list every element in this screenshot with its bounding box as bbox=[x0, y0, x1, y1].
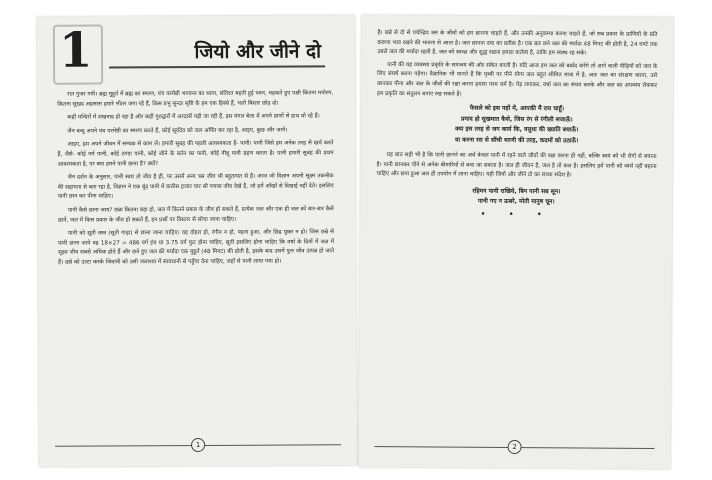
ornament-dots: • • • bbox=[480, 209, 553, 221]
chapter-number: 1 bbox=[58, 22, 93, 79]
closing-verse bbox=[360, 186, 672, 209]
page-number: 2 bbox=[508, 440, 522, 454]
verse-line: रहिमन पानी राखिये, बिन पानी सब सून। bbox=[472, 187, 561, 196]
verse-line: पानी गए न ऊबरे, मोती मानुष चून। bbox=[477, 198, 555, 206]
verse-line: क्या इस तरह से जग कार्य कि, वसुधा की ख्याति बचाऊँ। bbox=[455, 125, 579, 134]
paragraph: पानी कैसे छाना जाय? छन्ना कितना बड़ा हो, जल में कितने प्रकार के जीव हो सकते हैं, प्रत्येक जल और एक ही जल को बार-बार कैसे छानें, जल में किस प्रकार के जीव हो सकते हैं, इन प्रश्नों पर विस्तार से सोचा जाना चाहिए। bbox=[57, 206, 334, 224]
paragraph: यह बात सही भी है कि पानी छानने का अर्थ केवल पानी में रहने वाले जीवों की रक्षा करना ही नहीं, बल्कि स्वयं को भी रोगों से बचाना है। पानी छानकर पीने से अनेक बीमारियों से बचा जा सकता है। जल ही जीवन है, जल है तो कल है। इसलिए हमें पानी को व्यर्थ नहीं बहाना चाहिए और छना हुआ जल ही उपयोग में लाना चाहिए। यही जियो और जीने दो का सच्चा संदेश है। bbox=[376, 152, 657, 179]
paragraph: आइए, हम अपने जीवन में सम्यक से काम लें। हमारी सुबह की पहली आवश्यकता है- पानी। पानी जिसे हम अनेक तरह से खर्च करते हैं, जैसे- कोई नर्म पानी, कोई ठण्डा पानी, कोई जीने के बर्तन का पानी, कोई नीबू पानी ग्रहण करता है। पानी हमारी सुबह की प्रथम आवश्यकता है, पर क्या हमने पानी छाना है? क्यों? bbox=[57, 140, 334, 168]
verse-line: या करना रस से सींची धरणी की तरह, कदमों को उठाऊँ। bbox=[455, 136, 579, 145]
paragraph: पानी को सूती वस्त्र (सूती गाढ़ा) से छाना जाना चाहिए। वह दोहरा हो, रंगीन न हो, पहना हुआ, और छिद्र युक्त न हो। जिस छन्ने से पानी छाना जाये वह 18×27 = 486 वर्ग इंच या 3.75 वर्ग फुट होना चाहिए, सूती इसलिए होना चाहिए कि वर्षा के दिनों में जल में सूक्ष्म जीव सबसे अधिक होते हैं और छने हुए जल की मर्यादा एक मुहूर्त (48 मिनट) की होती है, इसके बाद उसमें पुनः जीव उत्पन्न हो जाते हैं। छन्ने को उल्टा करके जिवानी को उसी जलाशय में सावधानी से पहुँचा देना चाहिए, जहाँ से पानी लाया गया हो। bbox=[57, 229, 335, 266]
title-rule bbox=[109, 65, 325, 68]
left-page bbox=[37, 15, 357, 467]
verse-block bbox=[361, 103, 673, 147]
verse-line: प्रमाद हो सुखमात कैसे, जिस रंग से रंगीली सजाऊँ। bbox=[460, 115, 573, 124]
paragraph: रात गुजर गयी। ब्रह्म मुहूर्त में ब्रह्म का स्मरण, पंच परमेष्ठी भगवन्त का ध्यान, संतिरत बहती हुई पवन, चहकते हुए पक्षी कितना मनोरम, कितना सुखद अहसास हमारे भीतर जगा रहे हैं, किस प्रभु सुन्दर सृष्टि के हम एक हिस्से हैं, चलो बिस्तर छोड़ दो। bbox=[57, 90, 334, 108]
paragraph: जैन बन्धु अपने पंच परमेष्ठी का स्मरण करते हैं, कोई सूर्यदेव को जल अर्पित कर रहा है, आइए, कुछ और जानें। bbox=[67, 127, 288, 135]
paragraph: है। छन्ने से दो से पचेन्द्रिय त्रस के जीवों को हम छानना चाहते हैं, और उनकी अनुकम्पा करना चाहते हैं, जो सब प्रकार के प्राणियों के प्रति करुणा भाव रखने की भावना से आता है। जल छानना दया का प्रतीक है। एक बार छने जल की मर्यादा 48 मिनट की होती है, 24 घण्टे तक उबले जल की मर्यादा रहती है, जल को स्वच्छ और शुद्ध रखना हमारा कर्तव्य है, ताकि हम स्वस्थ रह सकें। bbox=[377, 30, 658, 57]
page-number: 1 bbox=[191, 438, 205, 452]
paragraph: जैन दर्शन के अनुसार, पानी स्वयं तो जीव है ही, पर उसमें अन्य त्रस जीव भी बहुतायत से हैं। आज जो विज्ञान अपनी सूक्ष्म तकनीक की सहायता से बता रहा है, विज्ञान ने एक बूंद पानी में छत्तीस हजार चार सौ पचास जीव देखे हैं, जो हमें आँखों से दिखाई नहीं देते। इसलिए पानी छान कर पीना चाहिए। bbox=[57, 173, 334, 201]
right-page bbox=[358, 15, 673, 469]
page-footer bbox=[375, 439, 655, 455]
chapter-title: जियो और जीने दो bbox=[194, 40, 322, 64]
verse-line: फैसले को इस पहों में, आपकी मैं राय चाहूँ। bbox=[469, 104, 565, 113]
chapter-header bbox=[37, 15, 355, 91]
page-footer bbox=[55, 437, 341, 452]
paragraph: कहीं मन्दिरों में शंखनाद हो रहा है और कहीं गुरुद्वारों में अरदासें पढ़ी जा रही हैं, इस मंगल बेला में अपने प्राणों से हाथ धो रहे हैं। bbox=[67, 113, 320, 121]
paragraph: पानी की यह व्यवस्था प्रकृति के समन्वय की ओर संकेत करती है। यदि आज हम जल को बर्बाद करेंगे तो आने वाली पीढ़ियों को जल के लिए संघर्ष करना पड़ेगा। वैज्ञानिक भी मानते हैं कि पृथ्वी पर पीने योग्य जल बहुत सीमित मात्रा में है, अतः जल का संरक्षण करना, उसे छानकर पीना और जल के जीवों की रक्षा करना हमारा परम धर्म है। पेड़ लगाकर, वर्षा जल का संचय करके और जल का अपव्यय रोककर हम प्रकृति का संतुलन बनाए रख सकते हैं। bbox=[377, 61, 658, 98]
